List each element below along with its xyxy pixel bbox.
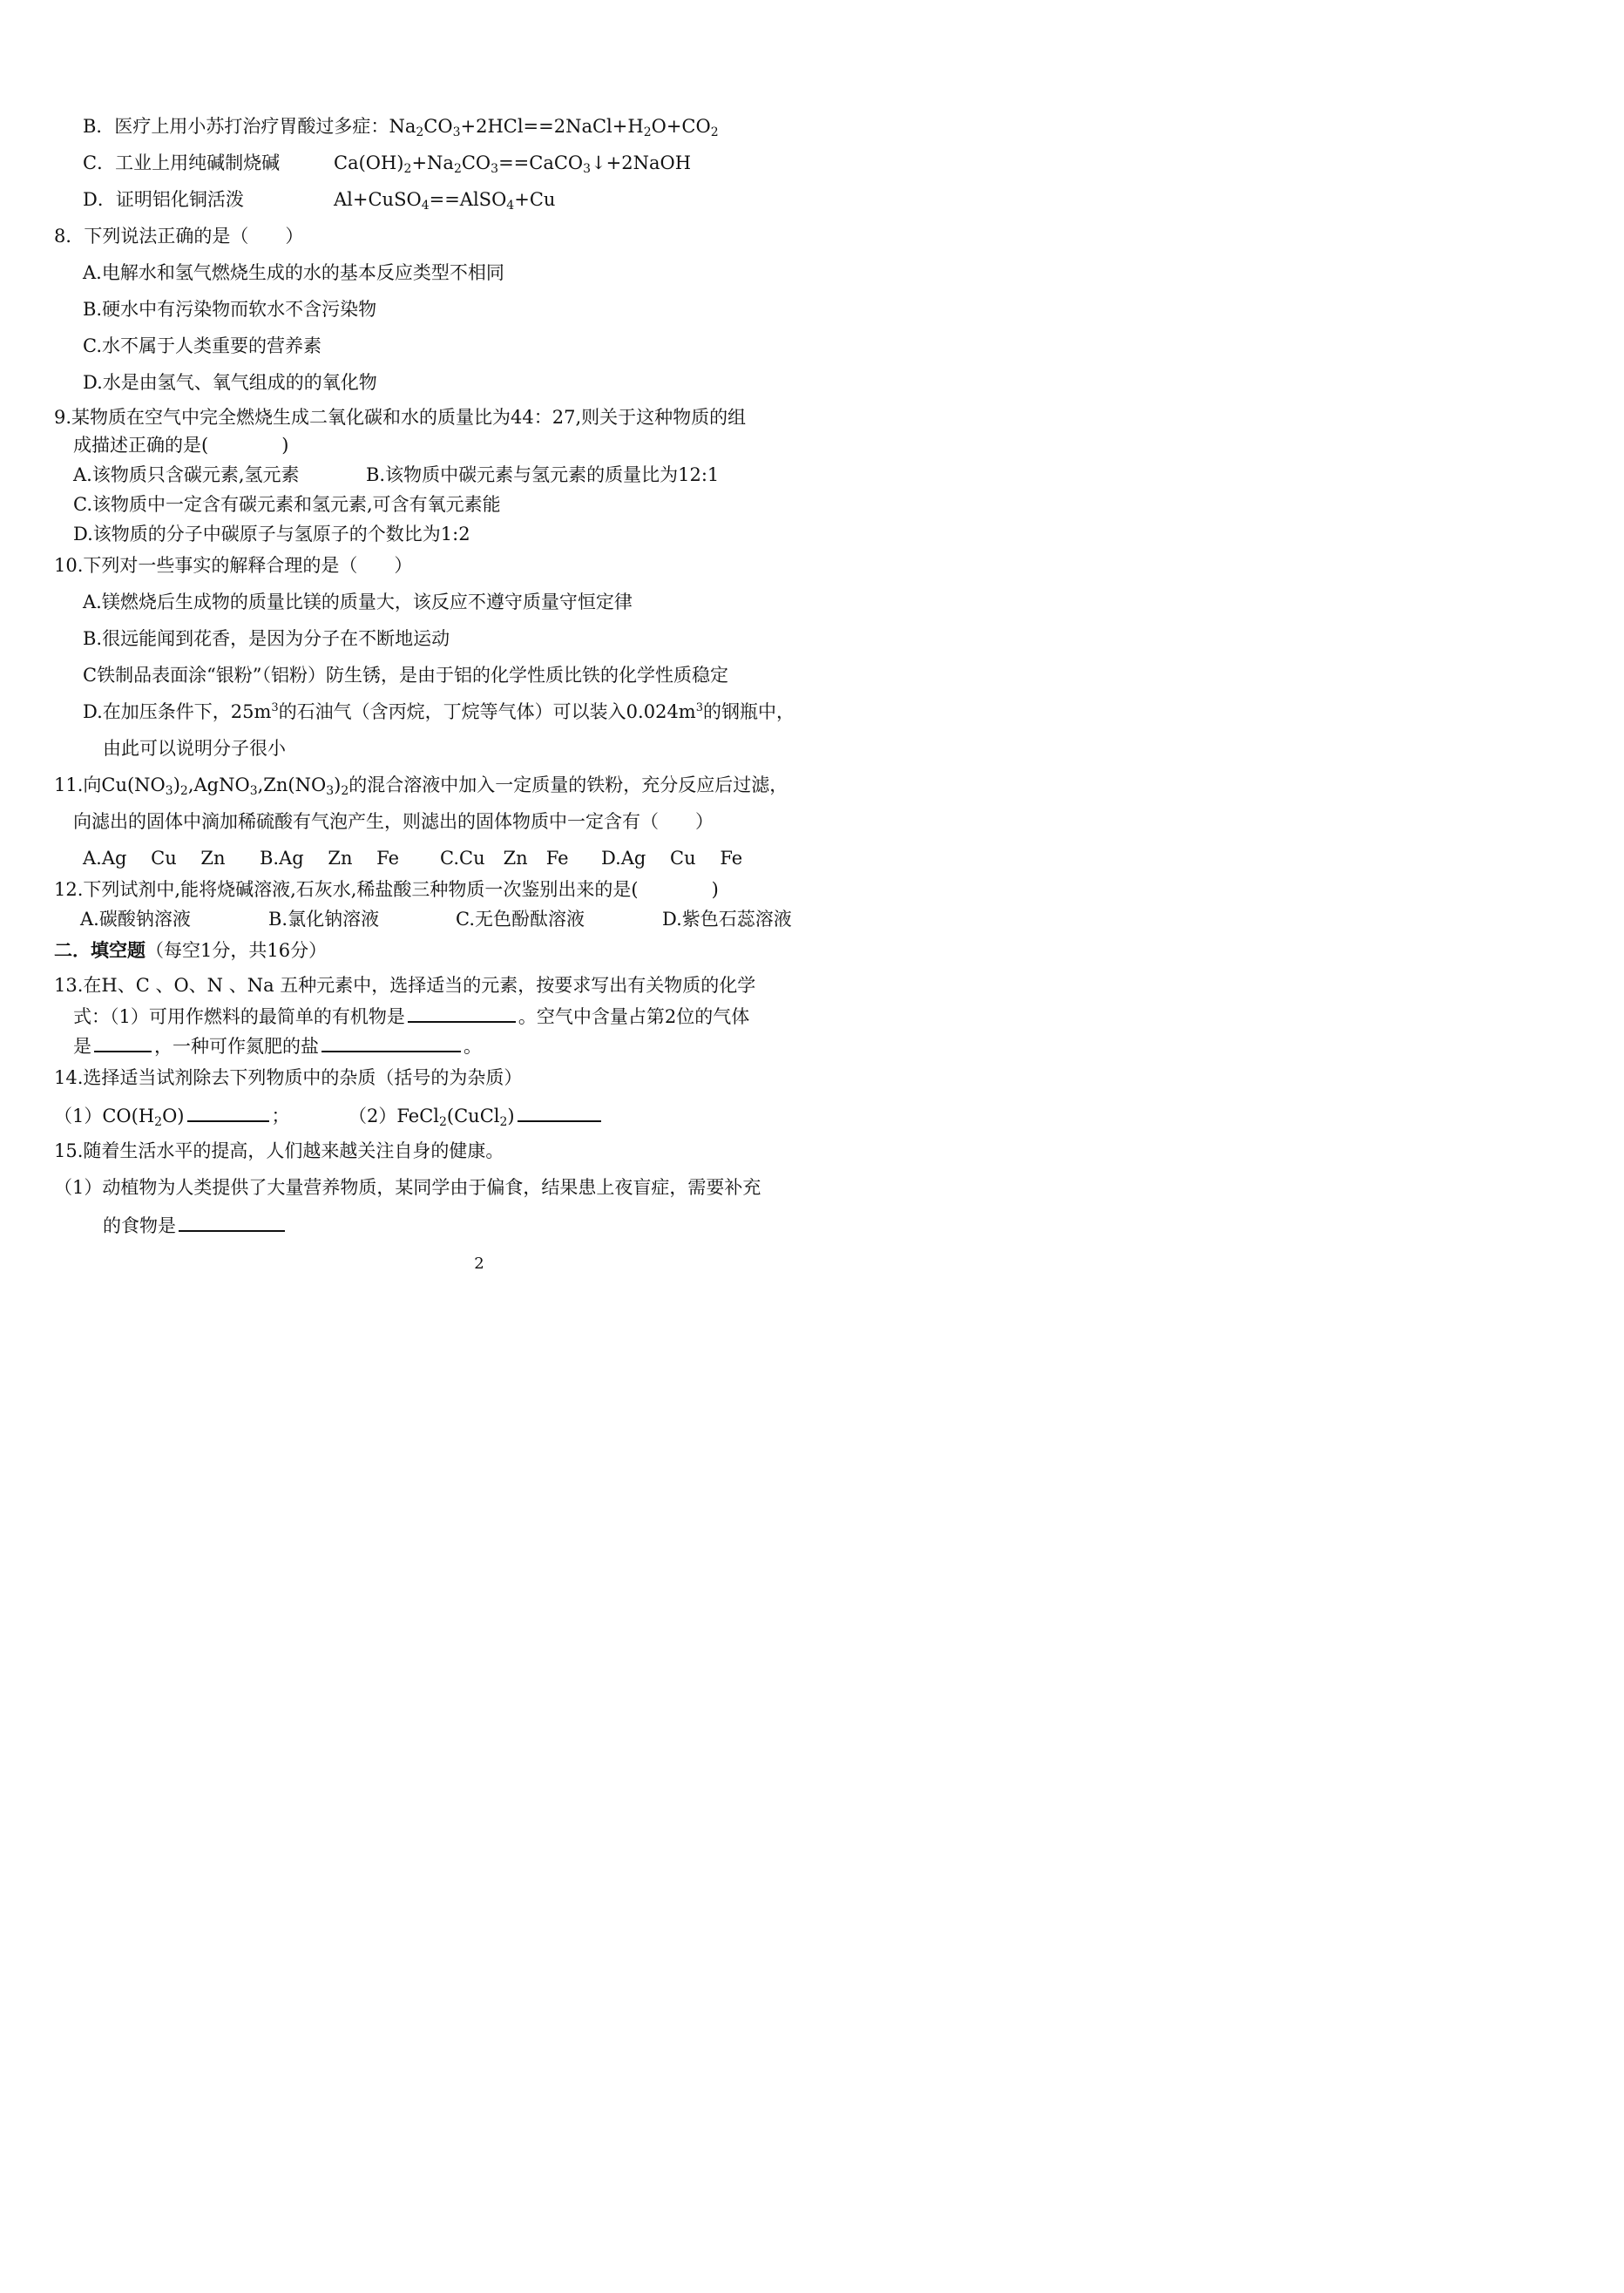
answer-blank[interactable]	[179, 1211, 285, 1232]
option-label: C．工业上用纯碱制烧碱	[83, 152, 281, 173]
q11-option-d: D.Ag Cu Fe	[601, 848, 743, 869]
chem-equation: $Na_2CO_3+2HCl==2NaCl+H_2O+CO_2$	[389, 116, 719, 139]
q11-option-a: A.Ag Cu Zn	[83, 848, 226, 869]
q11-option-c: C.Cu Zn Fe	[440, 848, 569, 869]
q7-option-c	[83, 150, 280, 176]
answer-blank[interactable]	[408, 1002, 516, 1023]
option-label: D．证明铝化铜活泼	[83, 189, 244, 210]
q9-option-a: A.该物质只含碳元素,氢元素	[73, 464, 300, 485]
q8-option-d: D.水是由氢气、氧气组成的的氧化物	[83, 372, 377, 393]
exam-page	[0, 0, 958, 1356]
q12-option-d: D.紫色石蕊溶液	[662, 909, 792, 930]
question-11-stem: 11.向$Cu(NO_3)_2,AgNO_3,Zn(NO_3)_2$的混合溶液中加入一定质量的铁粉，充分反应后过滤，	[54, 774, 788, 798]
q8-option-c: C.水不属于人类重要的营养素	[83, 335, 321, 356]
q7-option-b	[83, 113, 719, 139]
section-heading: 二．填空题（每空1分，共16分）	[54, 939, 328, 961]
q14-part-1: $(1)CO(H_2O)$ ；	[54, 1101, 290, 1129]
answer-blank[interactable]	[321, 1032, 461, 1052]
q8-option-a: A.电解水和氢气燃烧生成的水的基本反应类型不相同	[83, 262, 504, 283]
q9-option-d: D.该物质的分子中碳原子与氢原子的个数比为1:2	[73, 524, 470, 545]
question-14-stem: 14.选择适当试剂除去下列物质中的杂质（括号的为杂质）	[54, 1067, 523, 1088]
q12-option-c: C.无色酚酞溶液	[456, 909, 585, 930]
answer-blank[interactable]	[94, 1032, 152, 1052]
q10-option-c: C铁制品表面涂“银粉”（铝粉）防生锈，是由于铝的化学性质比铁的化学性质稳定	[83, 665, 729, 686]
answer-blank[interactable]	[187, 1101, 269, 1122]
q15-part-1: （1）动植物为人类提供了大量营养物质，某同学由于偏食，结果患上夜盲症，需要补充	[54, 1177, 761, 1198]
q10-option-b: B.很远能闻到花香，是因为分子在不断地运动	[83, 628, 450, 649]
q7-option-d	[83, 186, 244, 213]
q9-option-c: C.该物质中一定含有碳元素和氢元素,可含有氧元素能	[73, 494, 501, 515]
q9-option-b: B.该物质中碳元素与氢元素的质量比为12:1	[366, 464, 720, 485]
page-number: 2	[474, 1255, 484, 1273]
option-label: B．医疗上用小苏打治疗胃酸过多症：	[83, 116, 389, 137]
question-8-stem: 8．下列说法正确的是（ ）	[54, 226, 304, 247]
question-9-stem: 9.某物质在空气中完全燃烧生成二氧化碳和水的质量比为44：27,则关于这种物质的组	[54, 407, 747, 428]
q12-option-a: A.碳酸钠溶液	[80, 909, 191, 930]
question-9-stem-cont: 成描述正确的是( )	[73, 435, 289, 456]
question-12-stem: 12.下列试剂中,能将烧碱溶液,石灰水,稀盐酸三种物质一次鉴别出来的是( )	[54, 879, 719, 900]
q12-option-b: B.氯化钠溶液	[268, 909, 380, 930]
chem-equation: Al+CuSO$_4$==AlSO$_4$+Cu	[334, 189, 556, 213]
q8-option-b: B.硬水中有污染物而软水不含污染物	[83, 299, 377, 320]
question-11-stem-cont: 向滤出的固体中滴加稀硫酸有气泡产生，则滤出的固体物质中一定含有（ ）	[73, 811, 714, 832]
q14-part-2: （2）FeCl$_2$(CuCl$_2$)	[348, 1101, 604, 1129]
q10-option-a: A.镁燃烧后生成物的质量比镁的质量大，该反应不遵守质量守恒定律	[83, 592, 633, 612]
q10-option-d-cont: 由此可以说明分子很小	[103, 738, 286, 759]
answer-blank[interactable]	[518, 1101, 601, 1122]
q10-option-d: D.在加压条件下，$25m^3$的石油气（含丙烷，丁烷等气体）可以装入$0.024m^3$的钢瓶中，	[83, 701, 795, 722]
question-13-stem: 13.在H、C 、O、N 、Na 五种元素中，选择适当的元素，按要求写出有关物质的化学	[54, 975, 756, 996]
question-15-stem: 15.随着生活水平的提高，人们越来越关注自身的健康。	[54, 1140, 504, 1161]
question-13-line2: 式：（1）可用作燃料的最简单的有机物是 。空气中含量占第2位的气体	[73, 1002, 749, 1030]
question-10-stem: 10.下列对一些事实的解释合理的是（ ）	[54, 555, 413, 576]
q11-option-b: B.Ag Zn Fe	[260, 848, 400, 869]
chem-equation: $Ca(OH)_2+Na_2CO_3==CaCO_3↓+2NaOH$	[334, 152, 692, 176]
question-13-line3: 是 ，一种可作氮肥的盐 。	[73, 1032, 482, 1059]
q15-part-1-cont: 的食物是	[103, 1211, 288, 1239]
